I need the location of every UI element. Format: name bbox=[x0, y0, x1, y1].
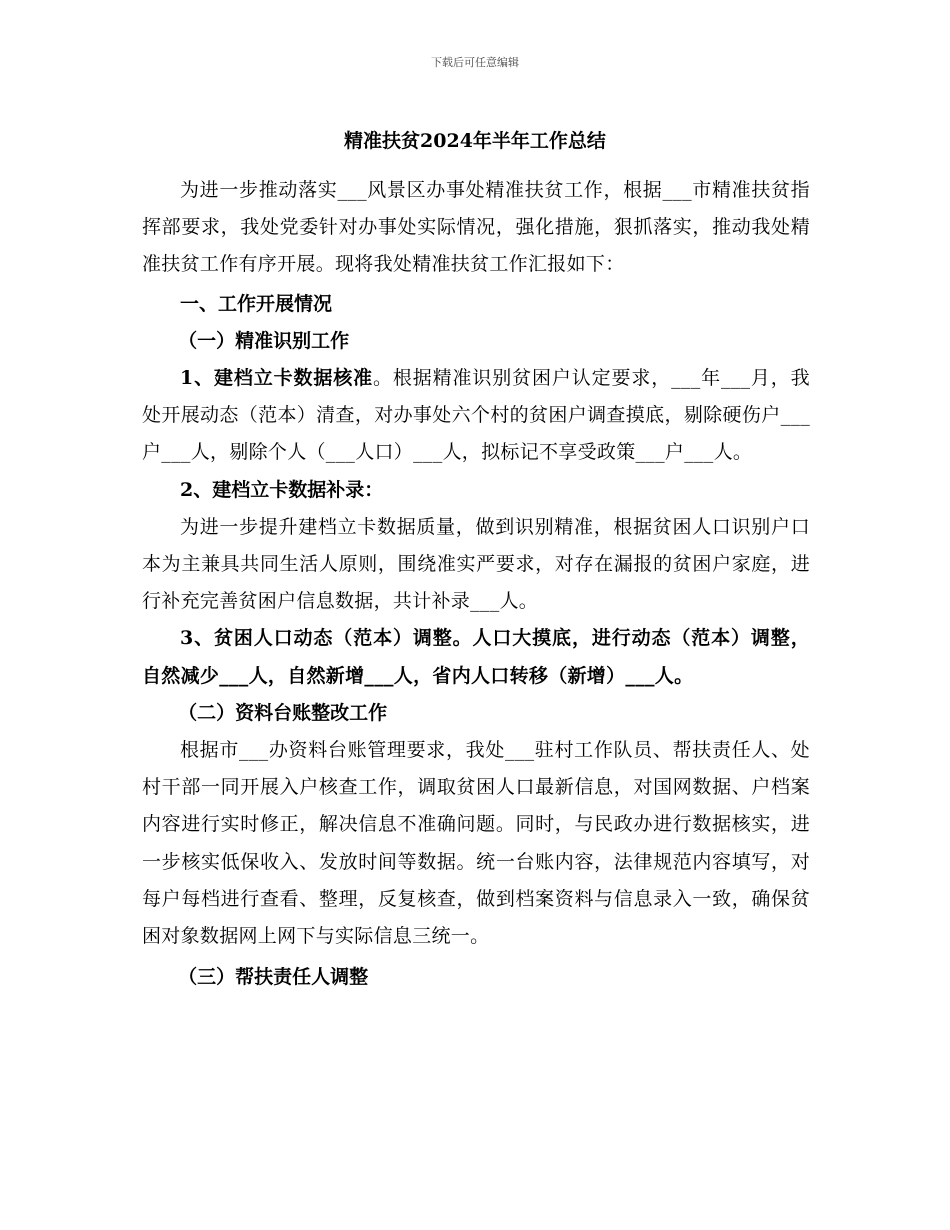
subsection-heading-2: （二）资料台账整改工作 bbox=[178, 701, 388, 724]
subsection-2-paragraph: 根据市___办资料台账管理要求，我处___驻村工作队员、帮扶责任人、处村干部一同开展入户核查工作，调取贫困人口最新信息，对国网数据、户档案内容进行实时修正，解决信息不准确问题。同时，与民政办进行数据核实，进一步核实低保收入、发放时间等数据。统一台账内容，法律规范内容填写，对每户每档进行查看、整理，反复核查，做到档案资料与信息录入一致，确保贫困对象数据网上网下与实际信息三统一。 bbox=[142, 739, 810, 948]
item-1-text: 。根据精准识别贫困户认定要求，___年___月，我处开展动态（范本）清查，对办事处六个村的贫困户调查摸底，剔除硬伤户___户___人，剔除个人（___人口）___人，拟标记不享受政策___户___人。 bbox=[142, 367, 810, 464]
subsection-heading-3: （三）帮扶责任人调整 bbox=[178, 966, 369, 989]
subsection-heading-1: （一）精准识别工作 bbox=[178, 329, 350, 352]
intro-paragraph: 为进一步推动落实___风景区办事处精准扶贫工作，根据___市精准扶贫指挥部要求，我处党委针对办事处实际情况，强化措施，狠抓落实，推动我处精准扶贫工作有序开展。现将我处精准扶贫工作汇报如下： bbox=[142, 179, 810, 276]
header-note: 下载后可任意编辑 bbox=[431, 56, 519, 69]
section-heading-1: 一、工作开展情况 bbox=[180, 292, 333, 315]
item-2-heading: 2、建档立卡数据补录： bbox=[180, 478, 384, 501]
document-body bbox=[142, 172, 810, 996]
item-3-paragraph: 3、贫困人口动态（范本）调整。人口大摸底，进行动态（范本）调整，自然减少___人，自然新增___人，省内人口转移（新增）___人。 bbox=[142, 627, 810, 687]
item-1-lead: 1、建档立卡数据核准 bbox=[180, 367, 373, 390]
document-title: 精准扶贫2024年半年工作总结 bbox=[344, 130, 606, 152]
item-1-paragraph bbox=[142, 360, 810, 472]
item-2-paragraph: 为进一步提升建档立卡数据质量，做到识别精准，根据贫困人口识别户口本为主兼具共同生活人原则，围绕准实严要求，对存在漏报的贫困户家庭，进行补充完善贫困户信息数据，共计补录___人。 bbox=[142, 515, 810, 613]
